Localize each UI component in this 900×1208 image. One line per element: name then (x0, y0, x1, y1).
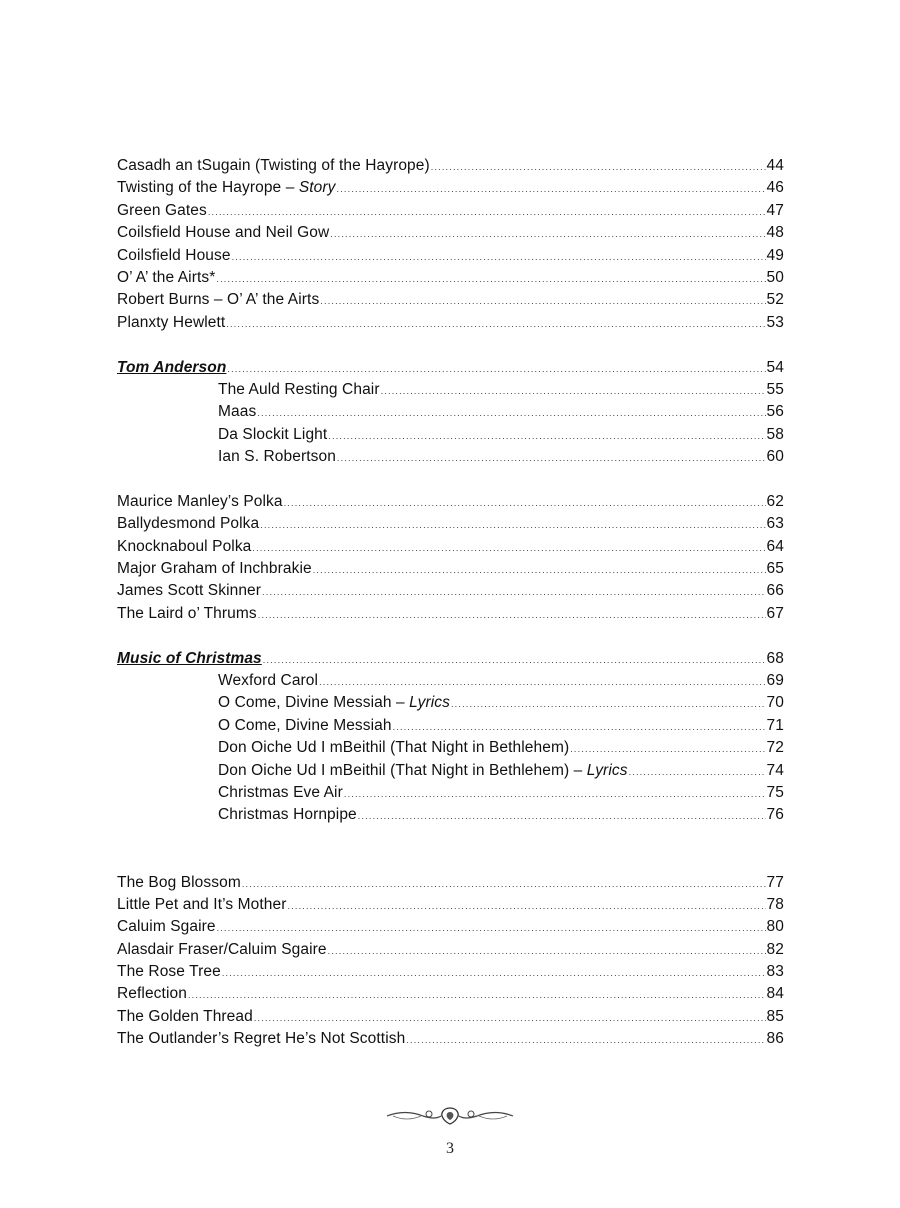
toc-page-number: 84 (766, 985, 784, 1003)
toc-entry-title-text: Green Gates (117, 201, 207, 219)
toc-entry-title-text: Christmas Hornpipe (218, 806, 357, 824)
dot-leader (358, 805, 766, 827)
toc-entry-title-text: The Rose Tree (117, 963, 221, 981)
toc-entry-title-text: O’ A’ the Airts* (117, 268, 216, 286)
toc-entry-title-text: Caluim Sgaire (117, 918, 216, 936)
table-of-contents (117, 155, 784, 1051)
toc-entry-title (117, 536, 251, 558)
dot-leader (260, 514, 765, 536)
dot-leader (287, 895, 765, 917)
toc-page-number: 72 (766, 739, 784, 757)
toc-entry-title-text: O Come, Divine Messiah (218, 694, 392, 712)
toc-page-number: 49 (766, 246, 784, 264)
dot-leader (217, 917, 766, 939)
toc-entry-title-text: The Golden Thread (117, 1007, 253, 1025)
toc-entry[interactable] (117, 782, 784, 804)
dot-leader (232, 246, 766, 268)
toc-entry-title-text: The Auld Resting Chair (218, 380, 380, 398)
toc-entry[interactable] (117, 200, 784, 222)
dot-leader (258, 604, 766, 626)
toc-page-number: 65 (766, 560, 784, 578)
toc-entry[interactable] (117, 312, 784, 334)
toc-entry-subtitle: Story (298, 179, 336, 197)
toc-entry-title (117, 245, 231, 267)
dot-leader (328, 425, 765, 447)
toc-entry[interactable] (117, 155, 784, 177)
toc-entry-title-text: Christmas Eve Air (218, 783, 343, 801)
toc-entry-title (218, 424, 327, 446)
toc-page-number: 85 (766, 1007, 784, 1025)
dot-leader (227, 358, 765, 380)
toc-entry-title (117, 222, 329, 244)
toc-entry-title (218, 401, 256, 423)
toc-entry-title-text: Casadh an tSugain (Twisting of the Hayrope) (117, 157, 430, 174)
toc-entry-title (117, 894, 286, 916)
toc-entry[interactable] (117, 401, 784, 423)
toc-page-number: 53 (766, 313, 784, 331)
toc-entry-title-text: Da Slockit Light (218, 425, 328, 443)
toc-page-number: 58 (766, 425, 784, 443)
toc-entry-title-text: Maas (218, 403, 257, 421)
toc-entry-title (117, 1028, 405, 1050)
dot-leader (328, 940, 766, 962)
toc-entry-title (117, 289, 319, 311)
toc-entry[interactable] (117, 916, 784, 938)
toc-section (117, 648, 784, 827)
toc-page-number: 48 (766, 224, 784, 242)
toc-entry[interactable] (117, 558, 784, 580)
dot-leader (629, 761, 766, 783)
toc-entry-title (218, 804, 357, 826)
toc-entry-subtitle: Lyrics (409, 694, 450, 712)
toc-entry-title-text: Alasdair Fraser/Caluim Sgaire (117, 940, 327, 958)
toc-entry-title-text: O Come, Divine Messiah (218, 716, 392, 734)
toc-entry-title-text: Don Oiche Ud I mBeithil (That Night in Bethlehem) (218, 739, 570, 757)
toc-entry-title-text: Music of Christmas (117, 649, 262, 667)
toc-entry[interactable] (117, 1028, 784, 1050)
toc-entry-title (117, 558, 312, 580)
toc-page-number: 60 (766, 448, 784, 466)
toc-entry[interactable] (117, 961, 784, 983)
toc-page-number: 44 (766, 157, 784, 174)
toc-page-number: 82 (766, 940, 784, 958)
section-spacer (117, 827, 784, 872)
toc-page-number: 69 (766, 671, 784, 689)
dot-leader (337, 447, 766, 469)
toc-entry-title (117, 491, 283, 513)
toc-page-number: 68 (766, 649, 784, 667)
toc-entry[interactable] (117, 424, 784, 446)
toc-entry-title (117, 580, 261, 602)
toc-entry-title (117, 648, 262, 670)
toc-entry-title-text: Maurice Manley’s Polka (117, 492, 283, 510)
dot-leader (320, 290, 765, 312)
toc-page-number: 62 (766, 492, 784, 510)
toc-entry-title-text: Reflection (117, 985, 187, 1003)
toc-entry-title (117, 200, 207, 222)
toc-entry-title-text: Coilsfield House and Neil Gow (117, 224, 330, 242)
toc-entry-title (117, 603, 257, 625)
toc-entry-title (117, 267, 215, 289)
toc-entry[interactable] (117, 983, 784, 1005)
toc-entry-title (117, 312, 225, 334)
toc-section-heading[interactable] (117, 648, 784, 670)
toc-entry-title-text: Ian S. Robertson (218, 448, 336, 466)
toc-entry-title (117, 939, 327, 961)
toc-page-number: 75 (766, 783, 784, 801)
toc-entry-title (117, 1006, 253, 1028)
toc-entry[interactable] (117, 580, 784, 602)
toc-page-number: 86 (766, 1030, 784, 1048)
toc-page-number: 52 (766, 291, 784, 309)
toc-entry-title-text: Don Oiche Ud I mBeithil (That Night in Bethlehem) (218, 761, 570, 779)
toc-page-number: 76 (766, 806, 784, 824)
toc-entry-title-text: Ballydesmond Polka (117, 515, 260, 533)
toc-entry[interactable] (117, 670, 784, 692)
toc-entry[interactable] (117, 692, 784, 714)
dot-leader (257, 402, 765, 424)
toc-page-number: 77 (766, 873, 784, 891)
dot-leader (337, 178, 766, 200)
toc-page-number: 46 (766, 179, 784, 197)
toc-entry-title (117, 983, 187, 1005)
toc-page-number: 71 (766, 716, 784, 734)
toc-entry-title (117, 961, 221, 983)
toc-entry-title-text: The Bog Blossom (117, 873, 241, 891)
toc-entry-title: O Come, Divine Messiah – Lyrics (218, 694, 450, 712)
toc-section (117, 872, 784, 1051)
section-spacer (117, 625, 784, 647)
toc-entry[interactable] (117, 289, 784, 311)
toc-page-number: 74 (766, 761, 784, 779)
toc-entry-title-text: Little Pet and It’s Mother (117, 895, 287, 913)
toc-entry[interactable] (117, 245, 784, 267)
toc-entry[interactable] (117, 760, 784, 782)
toc-entry[interactable] (117, 267, 784, 289)
toc-entry-title-text: The Outlander’s Regret He’s Not Scottish (117, 1030, 406, 1048)
toc-entry-title (117, 513, 259, 535)
dot-leader (216, 268, 765, 290)
dot-leader (570, 738, 765, 760)
toc-section-heading[interactable] (117, 357, 784, 379)
toc-entry-title: Don Oiche Ud I mBeithil (That Night in Bethlehem) – Lyrics (218, 761, 628, 779)
toc-entry-title-text: Wexford Carol (218, 671, 319, 689)
dot-leader (263, 649, 766, 671)
section-spacer (117, 334, 784, 356)
dot-leader (222, 962, 766, 984)
toc-page-number: 67 (766, 604, 784, 622)
toc-entry-title: Twisting of the Hayrope – Story (117, 179, 336, 197)
toc-entry[interactable] (117, 939, 784, 961)
toc-entry-title (117, 155, 430, 177)
toc-entry-title (218, 670, 318, 692)
dot-leader (319, 671, 765, 693)
toc-entry-title-text: Major Graham of Inchbrakie (117, 560, 312, 578)
toc-page-number: 66 (766, 582, 784, 600)
toc-entry[interactable] (117, 737, 784, 759)
toc-page-number: 78 (766, 895, 784, 913)
toc-entry[interactable] (117, 536, 784, 558)
toc-entry[interactable] (117, 894, 784, 916)
dot-leader (242, 873, 766, 895)
dot-leader (208, 201, 766, 223)
toc-entry[interactable] (117, 446, 784, 468)
toc-page-number: 50 (766, 268, 784, 286)
toc-entry-title (117, 872, 241, 894)
toc-entry[interactable] (117, 715, 784, 737)
toc-entry[interactable] (117, 177, 784, 199)
toc-page-number: 54 (766, 358, 784, 376)
toc-entry-subtitle: Lyrics (586, 761, 628, 779)
toc-entry-title-text: Coilsfield House (117, 246, 231, 264)
dot-leader (262, 581, 766, 603)
toc-entry-title-text: Tom Anderson (117, 358, 227, 376)
dot-leader (284, 492, 766, 514)
toc-entry-title-text: Knocknaboul Polka (117, 537, 252, 555)
dot-leader (406, 1029, 765, 1051)
toc-entry-title-text: Twisting of the Hayrope (117, 179, 282, 197)
toc-entry[interactable] (117, 513, 784, 535)
toc-page-number: 70 (766, 694, 784, 712)
dot-leader (313, 559, 766, 581)
section-spacer (117, 468, 784, 490)
toc-entry-title-text: Robert Burns – O’ A’ the Airts (117, 291, 320, 309)
dot-leader (254, 1007, 766, 1029)
dot-leader (330, 223, 765, 245)
toc-page-number: 80 (766, 918, 784, 936)
toc-entry-title (218, 737, 569, 759)
toc-page-number: 63 (766, 515, 784, 533)
toc-entry[interactable] (117, 804, 784, 826)
dot-leader (252, 537, 765, 559)
toc-page-number: 83 (766, 963, 784, 981)
toc-entry-title-text: The Laird o’ Thrums (117, 604, 257, 622)
toc-entry[interactable] (117, 222, 784, 244)
toc-entry-title (117, 916, 216, 938)
toc-page-number: 55 (766, 380, 784, 398)
dot-leader (393, 716, 766, 738)
toc-entry[interactable] (117, 872, 784, 894)
toc-entry-title (218, 715, 392, 737)
toc-page-number: 64 (766, 537, 784, 555)
toc-page-number: 56 (766, 403, 784, 421)
toc-page-number: 47 (766, 201, 784, 219)
dot-leader (188, 984, 766, 1006)
dot-leader (431, 156, 766, 178)
toc-entry[interactable] (117, 491, 784, 513)
toc-entry-title (117, 357, 226, 379)
toc-entry-title (218, 446, 336, 468)
dot-leader (344, 783, 766, 805)
dot-leader (451, 693, 766, 715)
toc-entry[interactable] (117, 603, 784, 625)
dot-leader (381, 380, 766, 402)
toc-section (117, 357, 784, 469)
toc-entry-title (218, 782, 343, 804)
dot-leader (226, 313, 765, 335)
toc-entry-title (218, 379, 380, 401)
toc-section (117, 155, 784, 334)
toc-entry[interactable] (117, 379, 784, 401)
toc-section (117, 491, 784, 625)
page-number: 3 (446, 1140, 454, 1157)
scroll-ornament-icon (385, 1105, 515, 1127)
toc-entry-title-text: James Scott Skinner (117, 582, 262, 600)
toc-entry[interactable] (117, 1006, 784, 1028)
toc-entry-title-text: Planxty Hewlett (117, 313, 226, 331)
